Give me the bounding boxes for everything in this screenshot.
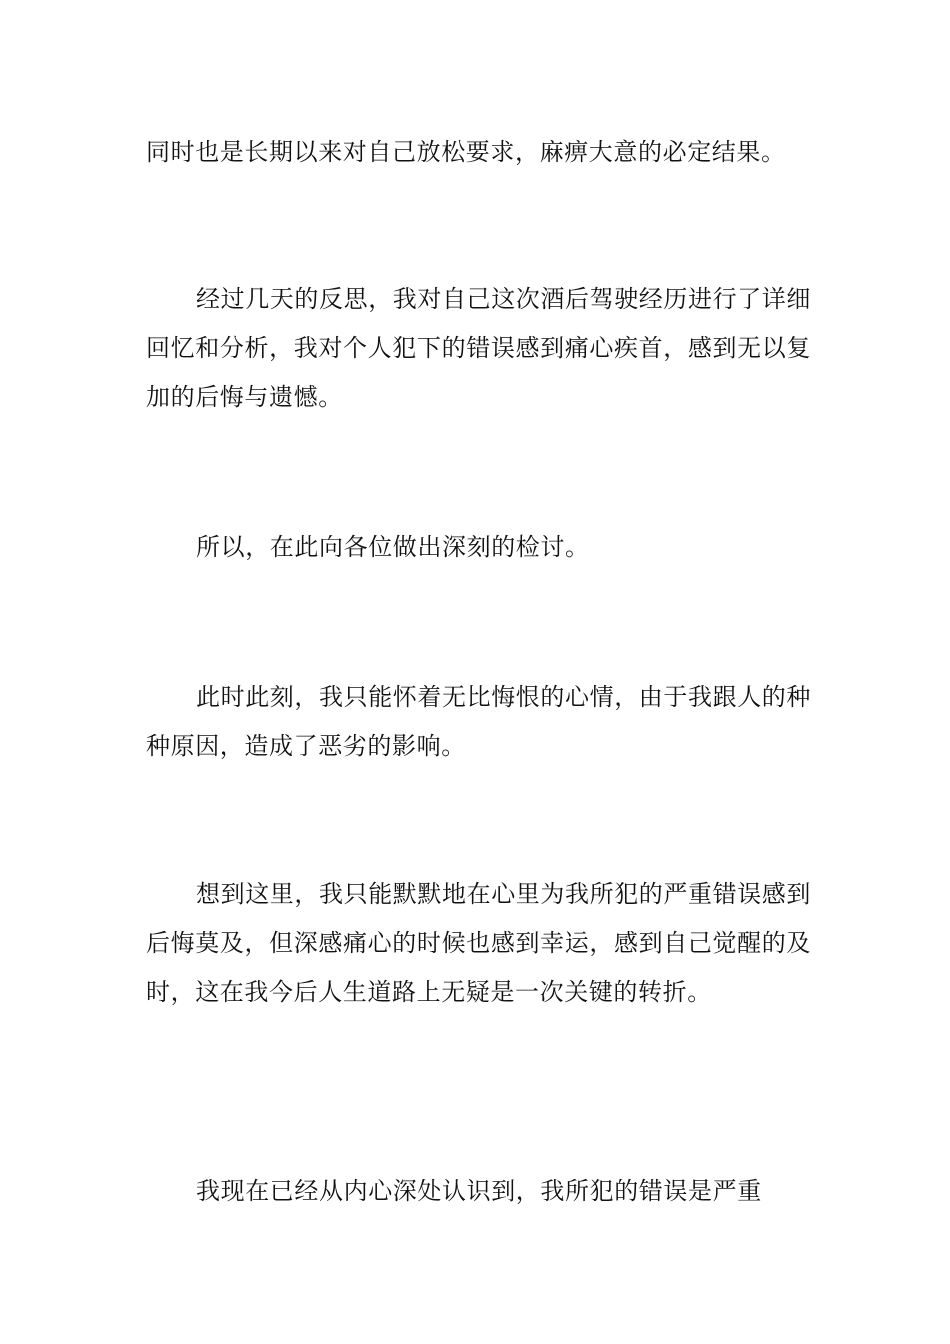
paragraph-apology: 所以，在此向各位做出深刻的检讨。: [196, 533, 590, 561]
paragraph-recognition: 我现在已经从内心深处认识到，我所犯的错误是严重: [196, 1177, 762, 1205]
paragraph-turning-point: 想到这里，我只能默默地在心里为我所犯的严重错误感到后悔莫及，但深感痛心的时候也感到幸运，感到自己觉醒的及时，这在我今后人生道路上无疑是一次关键的转折。: [146, 880, 811, 1006]
paragraph-continuation: 同时也是长期以来对自己放松要求，麻痹大意的必定结果。: [146, 138, 786, 166]
paragraph-regret: 此时此刻，我只能怀着无比悔恨的心情，由于我跟人的种种原因，造成了恶劣的影响。: [146, 683, 811, 760]
paragraph-reflection: 经过几天的反思，我对自己这次酒后驾驶经历进行了详细回忆和分析，我对个人犯下的错误感到痛心疾首，感到无以复加的后悔与遗憾。: [146, 285, 811, 411]
